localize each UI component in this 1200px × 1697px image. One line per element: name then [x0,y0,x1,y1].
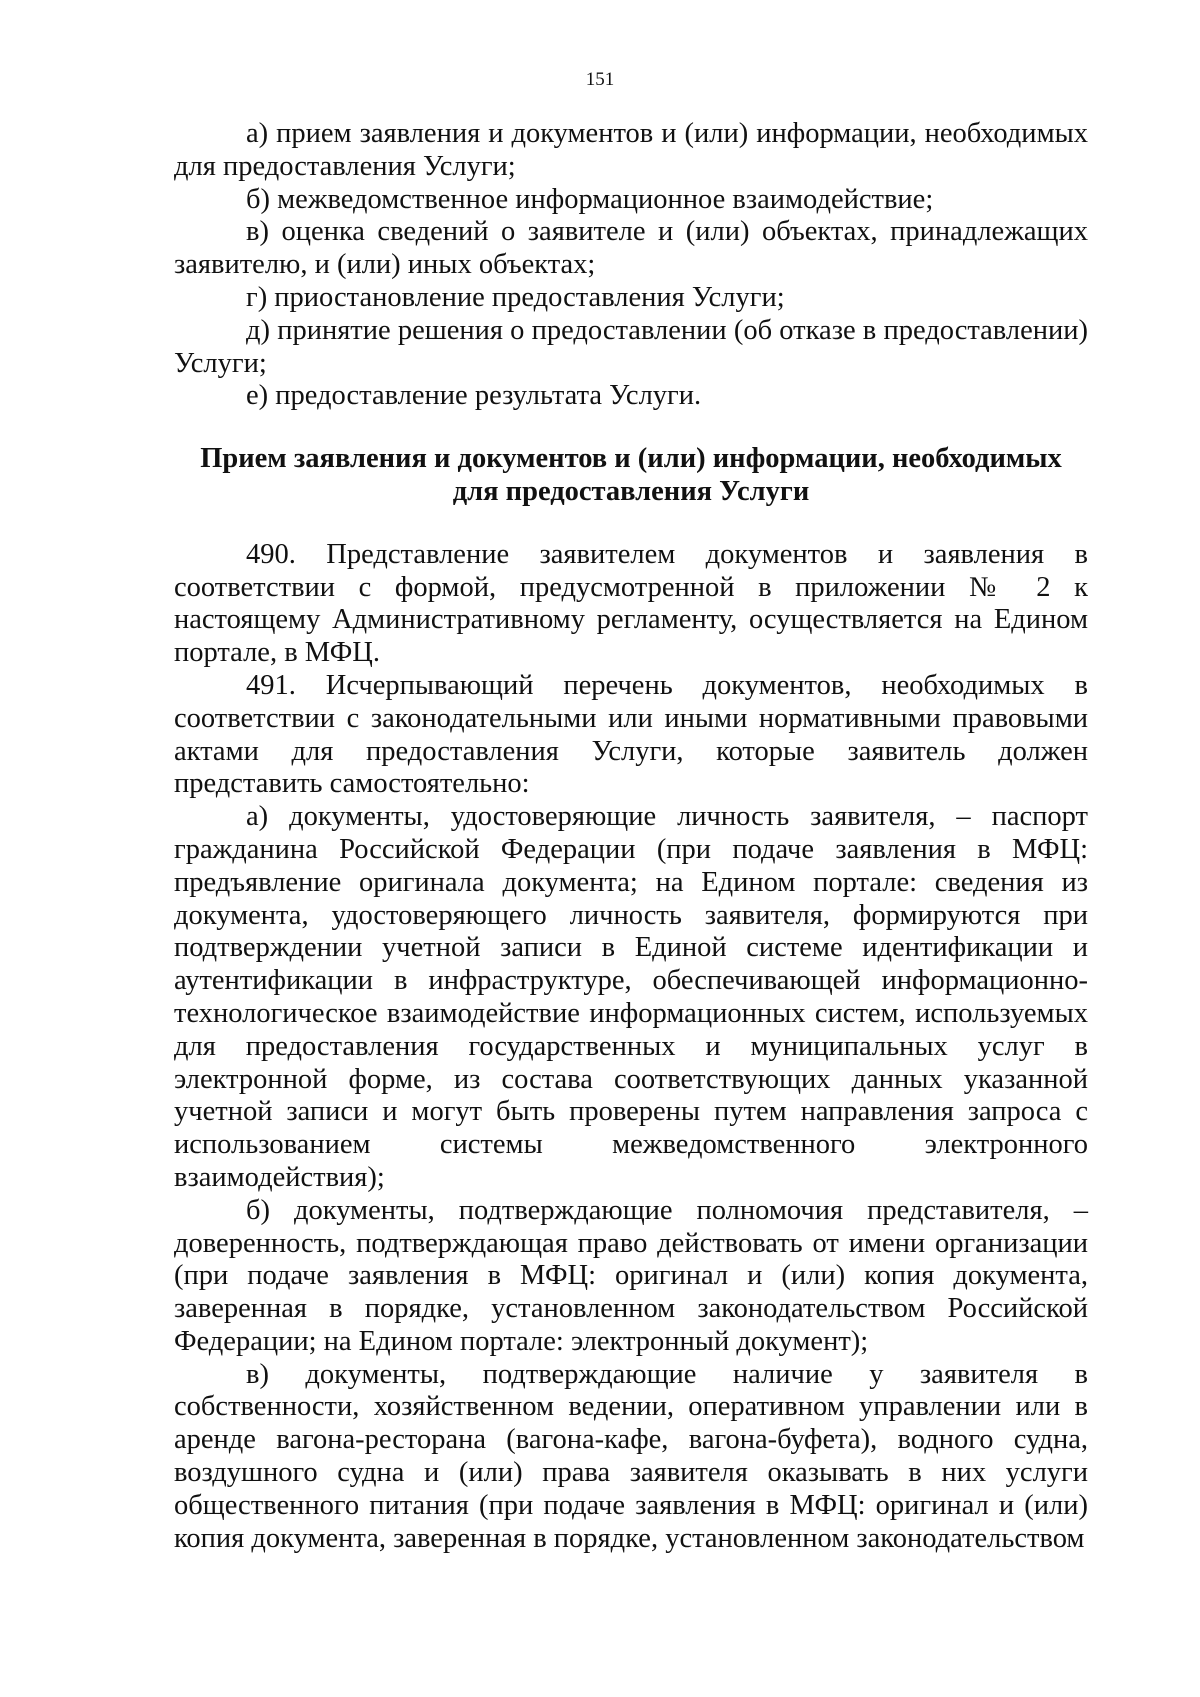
paragraph-491-a: а) документы, удостоверяющие личность заявителя, – паспорт гражданина Российской Федерации (при подаче заявления в МФЦ: предъявление оригинала документа; на Едином портале: сведения из документа, удостоверяющего личность заявителя, формируются при подтверждении учетной записи в Единой системе идентификации и аутентификации в инфраструктуре, обеспечивающей информационно-технологическое взаимодействие информационных систем, используемых для предоставления государственных и муниципальных услуг в электронной форме, из состава соответствующих данных указанной учетной записи и могут быть проверены путем направления запроса с использованием системы межведомственного электронного взаимодействия); [174,801,1088,1193]
paragraph-490: 490. Представление заявителем документов и заявления в соответствии с формой, предусмотренной в приложении № 2 к настоящему Административному регламенту, осуществляется на Едином портале, в МФЦ. [174,538,1088,669]
intro-item-b: б) межведомственное информационное взаимодействие; [246,183,934,215]
intro-item-d: д) принятие решения о предоставлении (об отказе в предоставлении) Услуги; [174,314,1088,379]
intro-item-e: е) предоставление результата Услуги. [246,380,702,412]
intro-item-g: г) приостановление предоставления Услуги; [246,281,785,313]
page-number: 151 [585,69,615,90]
paragraph-491: 491. Исчерпывающий перечень документов, необходимых в соответствии с законодательными или иными нормативными правовыми актами для предоставления Услуги, которые заявитель должен представить самостоятельно: [174,669,1088,800]
paragraph-491-v: в) документы, подтверждающие наличие у заявителя в собственности, хозяйственном ведении, оперативном управлении или в аренде вагона-ресторана (вагона-кафе, вагона-буфета), водного судна, воздушного судна и (или) права заявителя оказывать в них услуги общественного питания (при подаче заявления в МФЦ: оригинал и (или) копия документа, заверенная в порядке, установленном законодательством [174,1358,1088,1554]
section-heading: Прием заявления и документов и (или) информации, необходимых для предоставления Услуги [200,443,1062,507]
intro-item-v: в) оценка сведений о заявителе и (или) объектах, принадлежащих заявителю, и (или) иных объектах; [174,216,1088,281]
intro-item-a: а) прием заявления и документов и (или) информации, необходимых для предоставления Услуги; [174,118,1088,182]
paragraph-491-b: б) документы, подтверждающие полномочия представителя, – доверенность, подтверждающая право действовать от имени организации (при подаче заявления в МФЦ: оригинал и (или) копия документа, заверенная в порядке, установленном законодательством Российской Федерации; на Едином портале: электронный документ); [174,1194,1088,1357]
page-content [174,118,1088,1555]
